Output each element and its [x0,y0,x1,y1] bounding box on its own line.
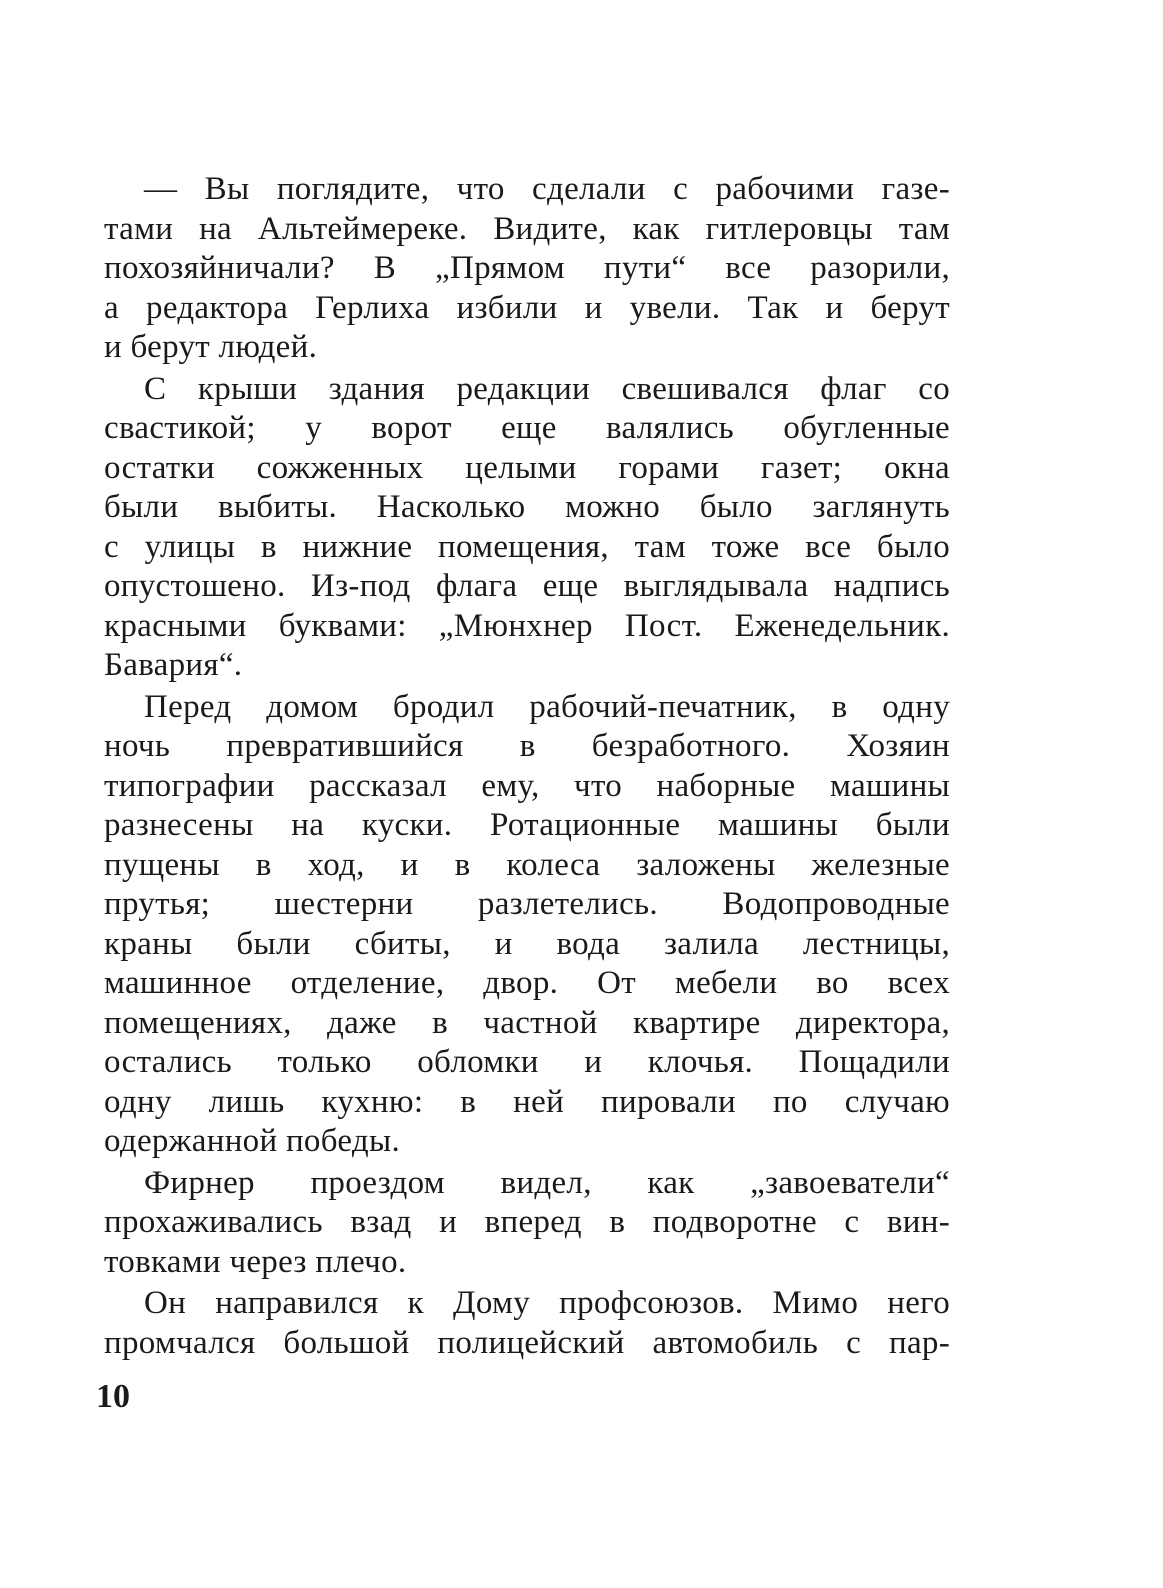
text-line: краны были сбиты, и вода залила лестницы, [104,925,950,962]
text-line: и берут людей. [104,329,318,365]
text-line: промчался большой полицейский автомобиль с пар- [104,1324,950,1361]
body-text [104,170,950,1363]
text-line: опустошено. Из-под флага еще выглядывала надпись [104,568,950,604]
text-line: Он направился к Дому профсоюзов. Мимо него [144,1285,950,1321]
text-line: красными буквами: „Мюнхнер Пост. Еженедельник. [104,607,950,644]
text-line: а редактора Герлиха избили и увели. Так и берут [104,289,950,326]
paragraph-2 [104,370,950,686]
text-line: типографии рассказал ему, что наборные машины [104,767,950,804]
text-line: одну лишь кухню: в ней пировали по случаю [104,1083,950,1120]
text-line: товками через плечо. [104,1243,407,1280]
paragraph-5 [104,1284,950,1363]
text-line: пущены в ход, и в колеса заложены железные [104,846,950,883]
paragraph-3 [104,688,950,1162]
text-line: свастикой; у ворот еще валялись обугленные [104,410,950,446]
text-line: остались только обломки и клочья. Пощадили [104,1044,950,1080]
text-line: остатки сожженных целыми горами газет; окна [104,449,950,486]
text-line: похозяйничали? В „Прямом пути“ все разорили, [104,250,950,286]
text-line: ночь превратившийся в безработного. Хозяин [104,728,950,764]
text-line: помещениях, даже в частной квартире директора, [104,1004,950,1041]
text-line: прохаживались взад и вперед в подворотне с вин- [104,1204,950,1240]
text-line: с улицы в нижние помещения, там тоже все было [104,528,950,565]
text-line: С крыши здания редакции свешивался флаг со [144,370,950,407]
paragraph-4 [104,1164,950,1283]
text-line: прутья; шестерни разлетелись. Водопроводные [104,886,950,922]
text-line: тами на Альтеймереке. Видите, как гитлеровцы там [104,210,950,247]
paragraph-1 [104,170,950,368]
text-line: Бавария“. [104,647,243,683]
text-line: Фирнер проездом видел, как „завоеватели“ [144,1164,950,1201]
text-line: машинное отделение, двор. От мебели во всех [104,965,950,1001]
page-number: 10 [96,1378,130,1415]
text-line: — Вы поглядите, что сделали с рабочими газе- [144,171,950,207]
text-line: Перед домом бродил рабочий-печатник, в одну [144,688,950,725]
text-line: были выбиты. Насколько можно было заглянуть [104,489,950,525]
text-line: одержанной победы. [104,1123,401,1159]
text-line: разнесены на куски. Ротационные машины были [104,807,950,843]
